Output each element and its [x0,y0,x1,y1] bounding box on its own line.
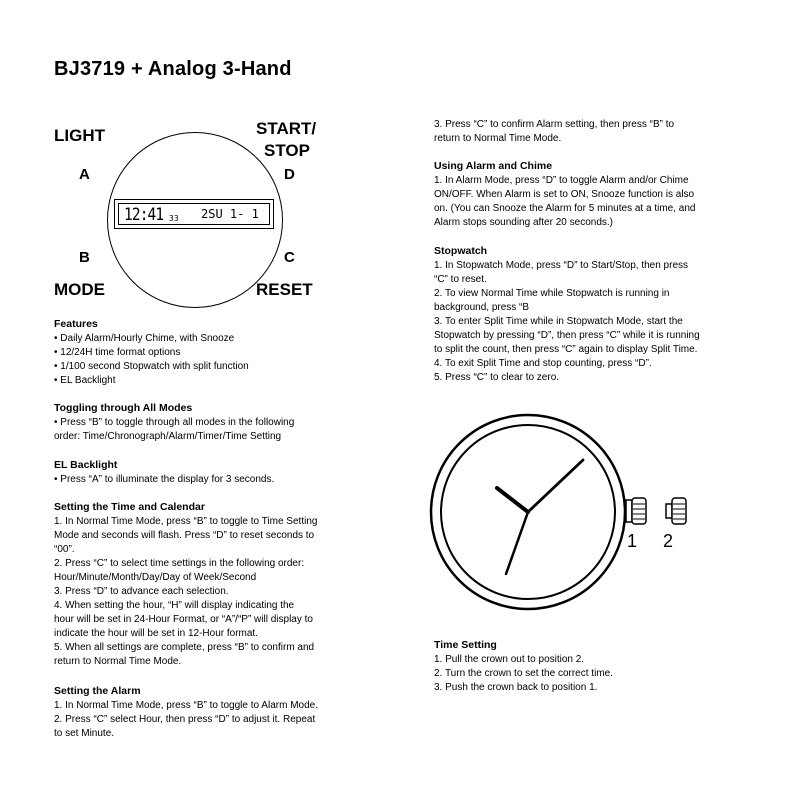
toggling-line: order: Time/Chronograph/Alarm/Timer/Time Setting [54,431,282,442]
features-item: • Daily Alarm/Hourly Chime, with Snooze [54,333,235,344]
crown-position-2-label: 2 [663,531,674,551]
backlight-heading: EL Backlight [54,459,118,471]
setting-alarm-line: 1. In Normal Time Mode, press “B” to toggle to Alarm Mode. [54,700,318,711]
page-title: BJ3719 + Analog 3-Hand [54,58,292,80]
features-item: • EL Backlight [54,375,116,386]
button-b-label: B [79,249,90,266]
stopwatch-heading: Stopwatch [434,245,488,257]
backlight-section [54,459,374,487]
time-setting-heading: Time Setting [434,639,497,651]
setting-time-line: 3. Press “D” to advance each selection. [54,586,229,597]
time-setting-section [434,639,764,695]
alarm-continued-section [434,118,754,146]
minute-hand [528,460,583,512]
setting-time-heading: Setting the Time and Calendar [54,501,205,513]
stopwatch-line: 5. Press “C” to clear to zero. [434,372,560,383]
setting-time-line: 5. When all settings are complete, press “B” to confirm and [54,642,315,653]
using-alarm-line: ON/OFF. When Alarm is set to ON, Snooze function is also [434,189,695,200]
toggling-line: • Press “B” to toggle through all modes in the following [54,417,295,428]
setting-alarm-line: 2. Press “C” select Hour, then press “D” to adjust it. Repeat [54,714,316,725]
reset-label: RESET [256,280,313,299]
crown-position-1-icon [626,498,646,524]
stopwatch-line: 4. To exit Split Time and stop counting, press “D”. [434,358,652,369]
using-alarm-line: 1. In Alarm Mode, press “D” to toggle Alarm and/or Chime [434,175,689,186]
button-a-label: A [79,166,90,183]
stopwatch-line: 2. To view Normal Time while Stopwatch is running in [434,288,670,299]
setting-alarm-section [54,685,384,741]
crown-position-2-icon [666,498,686,524]
toggling-heading: Toggling through All Modes [54,402,193,414]
backlight-line: • Press “A” to illuminate the display for 3 seconds. [54,474,275,485]
stopwatch-line: 3. To enter Split Time while in Stopwatch Mode, start the [434,316,683,327]
setting-time-line: 1. In Normal Time Mode, press “B” to toggle to Time Setting [54,516,318,527]
alarm-continued-line: 3. Press “C” to confirm Alarm setting, then press “B” to [434,119,675,130]
lcd-inner-frame [118,203,270,225]
using-alarm-line: Alarm stops sounding after 20 seconds.) [434,217,613,228]
setting-time-line: 4. When setting the hour, “H” will display indicating the [54,600,295,611]
setting-time-line: indicate the hour will be set in 12-Hour format. [54,628,258,639]
time-setting-line: 1. Pull the crown out to position 2. [434,654,585,665]
hour-hand [497,488,528,512]
setting-time-line: hour will be set in 24-Hour Format, or “A”/“P” will display to [54,614,313,625]
button-c-label: C [284,249,295,266]
lcd-display [114,199,274,229]
toggling-section [54,402,374,444]
start-stop-label-line1: START/ [256,119,317,138]
features-item: • 12/24H time format options [54,347,181,358]
features-heading: Features [54,318,98,330]
stopwatch-line: “C” to reset. [434,274,487,285]
stopwatch-line: 1. In Stopwatch Mode, press “D” to Start/Stop, then press [434,260,689,271]
stopwatch-line: to split the count, then press “C” again to display Split Time. [434,344,698,355]
time-setting-line: 2. Turn the crown to set the correct time. [434,668,613,679]
light-label: LIGHT [54,126,105,145]
stopwatch-section [434,245,774,385]
stopwatch-line: background, press “B [434,302,530,313]
setting-time-line: Hour/Minute/Month/Day/Day of Week/Second [54,572,257,583]
using-alarm-section [434,160,764,230]
setting-time-section [54,501,384,669]
setting-time-line: return to Normal Time Mode. [54,656,182,667]
stopwatch-line: Stopwatch by pressing “D”, then press “C” while it is running [434,330,700,341]
lcd-date: 2SU 1- 1 [201,207,259,221]
setting-time-line: “00”. [54,544,75,555]
crown-position-1-label: 1 [627,531,638,551]
features-section [54,318,374,388]
features-item: • 1/100 second Stopwatch with split function [54,361,249,372]
analog-watch-diagram [430,420,700,630]
second-hand [506,512,528,574]
button-d-label: D [284,166,295,183]
alarm-continued-line: return to Normal Time Mode. [434,133,562,144]
setting-time-line: Mode and seconds will flash. Press “D” to reset seconds to [54,530,315,541]
setting-time-line: 2. Press “C” to select time settings in the following order: [54,558,305,569]
lcd-time: 12:41 [124,205,164,225]
setting-alarm-heading: Setting the Alarm [54,685,141,697]
time-setting-line: 3. Push the crown back to position 1. [434,682,598,693]
mode-label: MODE [54,280,105,299]
lcd-seconds: 33 [169,214,179,223]
setting-alarm-line: to set Minute. [54,728,115,739]
start-stop-label-line2: STOP [264,141,310,160]
using-alarm-line: on. (You can Snooze the Alarm for 5 minutes at a time, and [434,203,696,214]
using-alarm-heading: Using Alarm and Chime [434,160,553,172]
